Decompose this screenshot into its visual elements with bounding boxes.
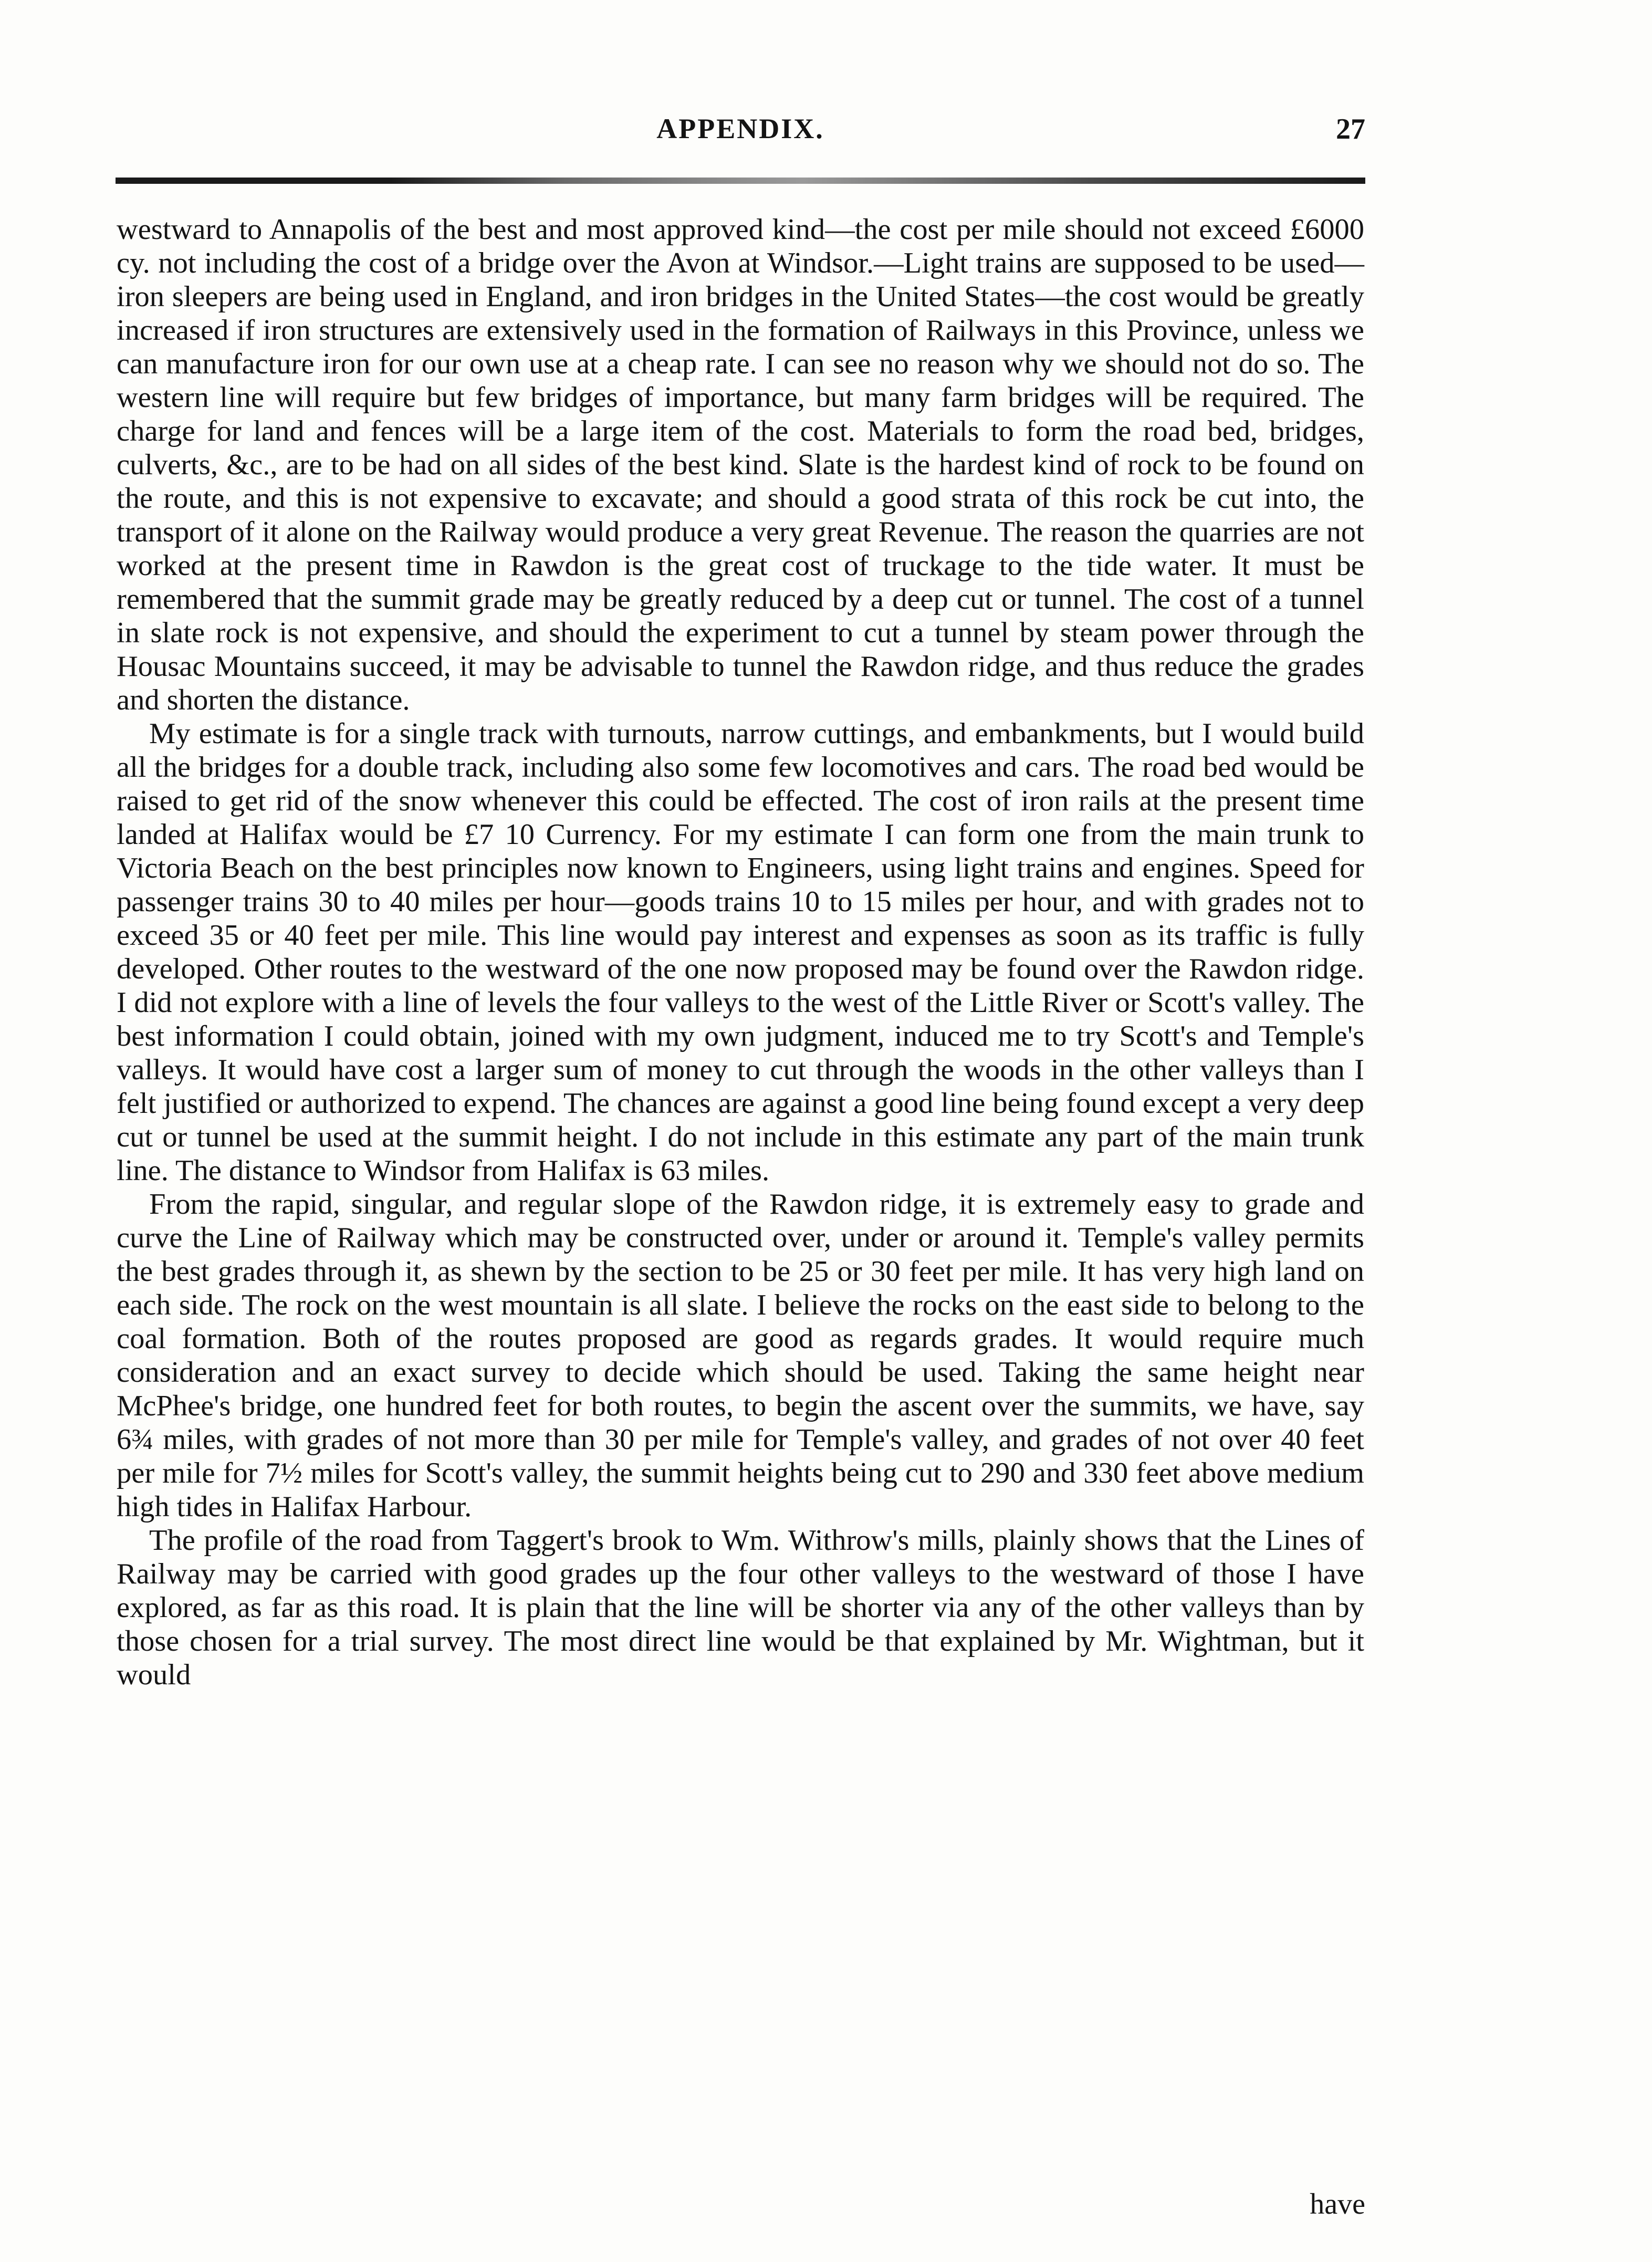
catchword: have [1310,2188,1365,2221]
paragraph-rawdon-ridge: From the rapid, singular, and regular slope of the Rawdon ridge, it is extremely easy to grade and curve the Line of Railway which may be constructed over, under or around it. Temple's valley permits the best grades through it, as shewn by the section to be 25 or 30 feet per mile. It has very high land on each side. The rock on the west mountain is all slate. I believe the rocks on the east side to belong to the coal formation. Both of the routes proposed are good as regards grades. It would require much consideration and an exact survey to decide which should be used. Taking the same height near McPhee's bridge, one hundred feet for both routes, to begin the ascent over the summits, we have, say 6¾ miles, with grades of not more than 30 per mile for Temple's valley, and grades of not over 40 feet per mile for 7½ miles for Scott's valley, the summit heights being cut to 290 and 330 feet above medium high tides in Halifax Harbour. [117,1188,1364,1523]
paragraph-estimate: My estimate is for a single track with turnouts, narrow cuttings, and embankments, but I would build all the bridges for a double track, including also some few locomotives and cars. The road bed would be raised to get rid of the snow whenever this could be effected. The cost of iron rails at the present time landed at Halifax would be £7 10 Currency. For my estimate I can form one from the main trunk to Victoria Beach on the best principles now known to Engineers, using light trains and engines. Speed for passenger trains 30 to 40 miles per hour—goods trains 10 to 15 miles per hour, and with grades not to exceed 35 or 40 feet per mile. This line would pay interest and expenses as soon as its traffic is fully developed. Other routes to the westward of the one now proposed may be found over the Rawdon ridge. I did not explore with a line of levels the four valleys to the west of the Little River or Scott's valley. The best information I could obtain, joined with my own judgment, induced me to try Scott's and Temple's valleys. It would have cost a larger sum of money to cut through the woods in the other valleys than I felt justified or authorized to expend. The chances are against a good line being found except a very deep cut or tunnel be used at the summit height. I do not include in this estimate any part of the main trunk line. The distance to Windsor from Halifax is 63 miles. [117,717,1364,1187]
paragraph-profile: The profile of the road from Taggert's brook to Wm. Withrow's mills, plainly shows that the Lines of Railway may be carried with good grades up the four other valleys to the westward of those I have explored, as far as this road. It is plain that the line will be shorter via any of the other valleys than by those chosen for a trial survey. The most direct line would be that explained by Mr. Wightman, but it would [117,1524,1364,1691]
header-rule [116,178,1365,184]
running-head [116,112,1365,154]
body-text [117,213,1364,1692]
running-title: APPENDIX. [656,113,824,144]
paragraph-continued: westward to Annapolis of the best and most approved kind—the cost per mile should not exceed £6000 cy. not including the cost of a bridge over the Avon at Windsor.—Light trains are supposed to be used—iron sleepers are being used in England, and iron bridges in the United States—the cost would be greatly increased if iron structures are extensively used in the formation of Railways in this Province, unless we can manufacture iron for our own use at a cheap rate. I can see no reason why we should not do so. The western line will require but few bridges of importance, but many farm bridges will be required. The charge for land and fences will be a large item of the cost. Materials to form the road bed, bridges, culverts, &c., are to be had on all sides of the best kind. Slate is the hardest kind of rock to be found on the route, and this is not expensive to excavate; and should a good strata of this rock be cut into, the transport of it alone on the Railway would produce a very great Revenue. The reason the quarries are not worked at the present time in Rawdon is the great cost of truckage to the tide water. It must be remembered that the summit grade may be greatly reduced by a deep cut or tunnel. The cost of a tunnel in slate rock is not expensive, and should the experiment to cut a tunnel by steam power through the Housac Mountains succeed, it may be advisable to tunnel the Rawdon ridge, and thus reduce the grades and shorten the distance. [117,213,1364,716]
page-number: 27 [1336,113,1365,145]
